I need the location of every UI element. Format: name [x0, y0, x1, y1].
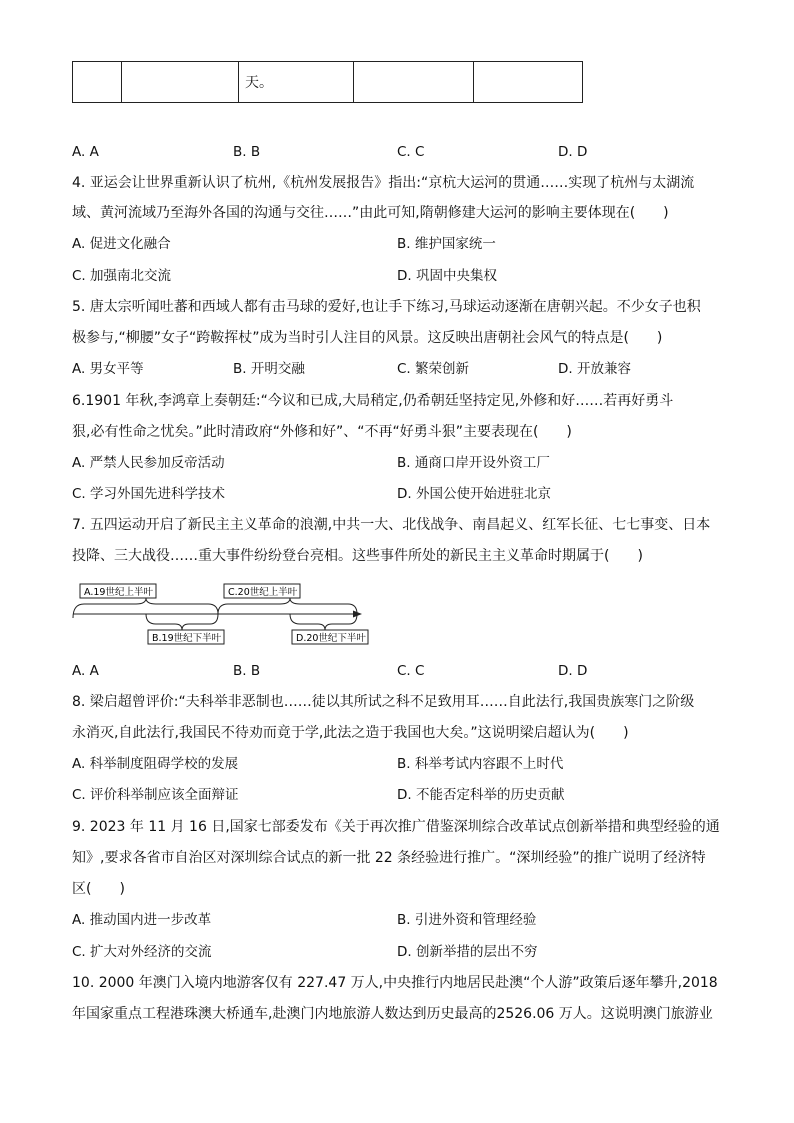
- q7-option-d[interactable]: D. D: [558, 663, 588, 679]
- q6-stem-line-2: 狠,必有性命之忧矣。”此时清政府“外修和好”、“不再“好勇斗狠”主要表现在( ): [72, 424, 572, 440]
- bracket-c: [218, 598, 357, 614]
- table-cell: [122, 62, 239, 103]
- q6-option-d[interactable]: D. 外国公使开始进驻北京: [397, 486, 551, 502]
- table-cell-text: 天。: [239, 62, 354, 103]
- table-cell: [354, 62, 474, 103]
- q6-option-b[interactable]: B. 通商口岸开设外资工厂: [397, 455, 550, 471]
- q5-option-a[interactable]: A. 男女平等: [72, 361, 144, 377]
- timeline-label-d: D.20世纪下半叶: [296, 633, 366, 644]
- q6-stem-line-1: 6.1901 年秋,李鸿章上奏朝廷:“今议和已成,大局稍定,仍希朝廷坚持定见,外修和好……若再好勇斗: [72, 393, 674, 409]
- q5-option-c[interactable]: C. 繁荣创新: [397, 361, 470, 377]
- q9-stem-line-3: 区( ): [72, 881, 125, 897]
- q6-option-a[interactable]: A. 严禁人民参加反帝活动: [72, 455, 225, 471]
- q3-option-d[interactable]: D. D: [558, 144, 588, 160]
- q5-stem-line-1: 5. 唐太宗听闻吐蕃和西域人都有击马球的爱好,也让手下练习,马球运动逐渐在唐朝兴起。不少女子也积: [72, 299, 701, 315]
- q10-stem-line-2: 年国家重点工程港珠澳大桥通车,赴澳门内地旅游人数达到历史最高的2526.06 万人。这说明澳门旅游业: [72, 1006, 713, 1022]
- q8-option-a[interactable]: A. 科举制度阻碍学校的发展: [72, 756, 239, 772]
- q10-stem-line-1: 10. 2000 年澳门入境内地游客仅有 227.47 万人,中央推行内地居民赴澳“个人游”政策后逐年攀升,2018: [72, 975, 718, 991]
- q4-option-a[interactable]: A. 促进文化融合: [72, 236, 171, 252]
- q4-stem-line-2: 域、黄河流域乃至海外各国的沟通与交往……”由此可知,隋朝修建大运河的影响主要体现在( ): [72, 205, 669, 221]
- q9-option-d[interactable]: D. 创新举措的层出不穷: [397, 944, 538, 960]
- bracket-b: [146, 614, 218, 630]
- q5-option-d[interactable]: D. 开放兼容: [558, 361, 631, 377]
- timeline-label-a: A.19世纪上半叶: [84, 587, 153, 598]
- table-row: [73, 62, 583, 103]
- q5-stem-line-2: 极参与,“柳腰”女子“跨鞍挥杖”成为当时引人注目的风景。这反映出唐朝社会风气的特点是( ): [72, 330, 663, 346]
- q4-option-b[interactable]: B. 维护国家统一: [397, 236, 496, 252]
- q7-option-b[interactable]: B. B: [233, 663, 261, 679]
- q5-option-b[interactable]: B. 开明交融: [233, 361, 305, 377]
- q3-option-c[interactable]: C. C: [397, 144, 425, 160]
- answer-table-fragment: [72, 61, 583, 103]
- q9-stem-line-2: 知》,要求各省市自治区对深圳综合试点的新一批 22 条经验进行推广。“深圳经验”的推广说明了经济特: [72, 850, 706, 866]
- q8-option-c[interactable]: C. 评价科举制应该全面辩证: [72, 787, 239, 803]
- q9-stem-line-1: 9. 2023 年 11 月 16 日,国家七部委发布《关于再次推广借鉴深圳综合改革试点创新举措和典型经验的通: [72, 819, 720, 835]
- q7-option-c[interactable]: C. C: [397, 663, 425, 679]
- q8-stem-line-2: 永消灭,自此法行,我国民不待劝而竟于学,此法之造于我国也大矣。”这说明梁启超认为( ): [72, 725, 629, 741]
- q4-option-c[interactable]: C. 加强南北交流: [72, 268, 172, 284]
- q3-option-b[interactable]: B. B: [233, 144, 261, 160]
- q8-option-d[interactable]: D. 不能否定科举的历史贡献: [397, 787, 565, 803]
- q9-option-a[interactable]: A. 推动国内进一步改革: [72, 912, 212, 928]
- table-cell: [474, 62, 583, 103]
- bracket-d: [290, 614, 357, 630]
- q3-option-a[interactable]: A. A: [72, 144, 99, 160]
- q9-option-b[interactable]: B. 引进外资和管理经验: [397, 912, 537, 928]
- q4-stem-line-1: 4. 亚运会让世界重新认识了杭州,《杭州发展报告》指出:“京杭大运河的贯通……实现了杭州与太湖流: [72, 175, 695, 191]
- q8-option-b[interactable]: B. 科举考试内容跟不上时代: [397, 756, 564, 772]
- q6-option-c[interactable]: C. 学习外国先进科学技术: [72, 486, 226, 502]
- timeline-label-c: C.20世纪上半叶: [228, 587, 298, 598]
- q4-option-d[interactable]: D. 巩固中央集权: [397, 268, 497, 284]
- q7-stem-line-1: 7. 五四运动开启了新民主主义革命的浪潮,中共一大、北伐战争、南昌起义、红军长征、七七事变、日本: [72, 517, 711, 533]
- table-cell: [73, 62, 122, 103]
- bracket-a: [73, 598, 218, 618]
- q7-option-a[interactable]: A. A: [72, 663, 99, 679]
- q7-stem-line-2: 投降、三大战役……重大事件纷纷登台亮相。这些事件所处的新民主主义革命时期属于( ): [72, 548, 643, 564]
- q9-option-c[interactable]: C. 扩大对外经济的交流: [72, 944, 212, 960]
- century-timeline-diagram: [70, 578, 370, 650]
- q8-stem-line-1: 8. 梁启超曾评价:“夫科举非恶制也……徒以其所试之科不足致用耳……自此法行,我国贵族寒门之阶级: [72, 694, 695, 710]
- timeline-label-b: B.19世纪下半叶: [152, 633, 222, 644]
